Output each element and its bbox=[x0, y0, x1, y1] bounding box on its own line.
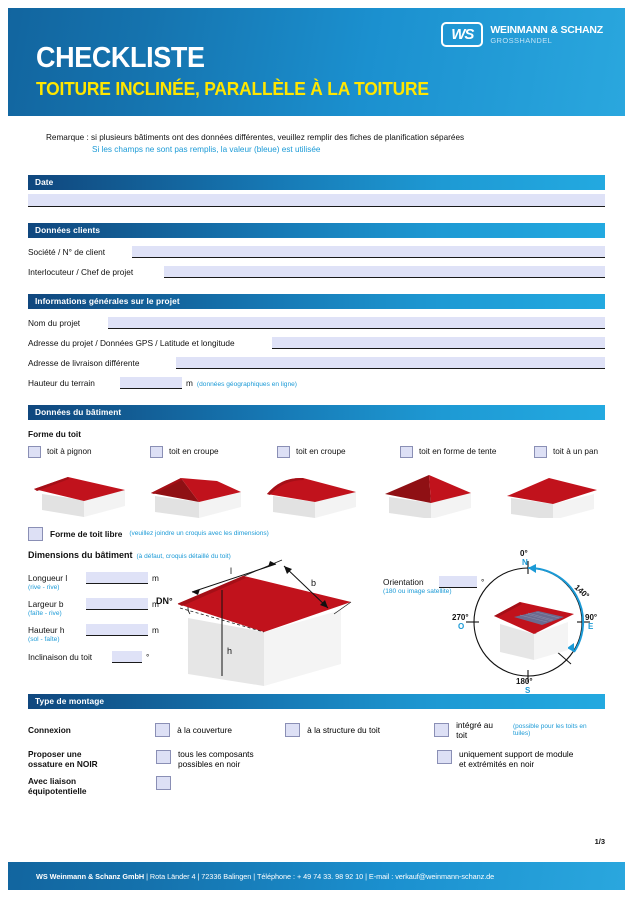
label-all-components-black-2: possibles en noir bbox=[178, 758, 241, 769]
input-project-address[interactable] bbox=[272, 337, 605, 349]
section-header-date bbox=[28, 175, 605, 190]
checkbox-roof-mono[interactable] bbox=[534, 446, 547, 458]
date-input[interactable] bbox=[28, 194, 605, 207]
logo-wordmark bbox=[490, 24, 603, 45]
section-mounting-type bbox=[28, 694, 605, 797]
field-row-project-address bbox=[28, 333, 605, 349]
building-dimension-diagram bbox=[156, 552, 366, 693]
sub-length: (rive - rive) bbox=[28, 583, 60, 591]
section-title-mounting: Type de montage bbox=[35, 696, 105, 707]
roof-type-options bbox=[28, 446, 605, 458]
svg-text:0°: 0° bbox=[520, 548, 528, 558]
label-equipotential bbox=[28, 776, 156, 796]
option-module-support-black[interactable] bbox=[437, 749, 573, 770]
section-header-client bbox=[28, 223, 605, 238]
svg-text:S: S bbox=[525, 685, 531, 694]
label-black-frame bbox=[28, 749, 156, 769]
ws-logo-icon bbox=[441, 22, 483, 47]
note-connection-integrated: (possible pour les toits en tuiles) bbox=[512, 722, 587, 737]
label-module-support-black-2: et extrémités en noir bbox=[459, 758, 535, 769]
label-dimensions-title: Dimensions du bâtiment bbox=[28, 549, 133, 560]
company-logo bbox=[441, 22, 603, 47]
label-roof-hip: toit en croupe bbox=[169, 447, 219, 457]
checkbox-free-roof-form[interactable] bbox=[28, 527, 43, 541]
label-project-address: Adresse du projet / Données GPS / Latitude et longitude bbox=[28, 337, 235, 348]
roof-option-hip[interactable] bbox=[150, 446, 277, 458]
input-company[interactable] bbox=[132, 246, 605, 258]
svg-text:90°: 90° bbox=[585, 612, 598, 622]
svg-text:l: l bbox=[230, 565, 232, 576]
label-free-roof-form: Forme de toit libre bbox=[50, 528, 123, 539]
remark-line-2: Si les champs ne sont pas remplis, la valeur (bleue) est utilisée bbox=[92, 145, 321, 155]
mounting-row-equipotential bbox=[28, 776, 605, 796]
svg-text:270°: 270° bbox=[452, 612, 469, 622]
field-row-company bbox=[28, 242, 605, 258]
checkbox-connection-covering[interactable] bbox=[155, 723, 170, 737]
unit-pitch: ° bbox=[146, 651, 150, 662]
page-header bbox=[8, 8, 625, 116]
footer-company-name: WS Weinmann & Schanz GmbH bbox=[36, 871, 145, 881]
section-header-building bbox=[28, 405, 605, 420]
section-title-client: Données clients bbox=[35, 225, 101, 236]
note-orientation: (180 ou image satellite) bbox=[383, 587, 452, 595]
input-height[interactable] bbox=[86, 624, 148, 636]
option-connection-structure[interactable] bbox=[285, 723, 434, 737]
section-title-building: Données du bâtiment bbox=[35, 407, 122, 418]
note-terrain-height: (données géographiques en ligne) bbox=[196, 380, 298, 388]
label-delivery-address: Adresse de livraison différente bbox=[28, 357, 140, 368]
option-all-components-black[interactable] bbox=[156, 749, 437, 770]
footer-contact-info bbox=[36, 872, 494, 881]
logo-company-name: WEINMANN & SCHANZ bbox=[490, 23, 603, 36]
unit-height: m bbox=[152, 624, 159, 635]
svg-text:N: N bbox=[522, 557, 528, 567]
label-roof-shape: Forme du toit bbox=[28, 428, 82, 439]
svg-text:DN°: DN° bbox=[156, 595, 173, 606]
input-width[interactable] bbox=[86, 598, 148, 610]
unit-length: m bbox=[152, 572, 159, 583]
unit-terrain-height: m bbox=[186, 377, 193, 388]
checkbox-roof-tent[interactable] bbox=[400, 446, 413, 458]
section-date bbox=[28, 175, 605, 207]
label-roof-half-hip: toit en croupe bbox=[296, 447, 346, 457]
svg-text:140°: 140° bbox=[572, 582, 591, 601]
compass-orientation-diagram bbox=[452, 544, 604, 699]
field-row-delivery-address bbox=[28, 353, 605, 369]
label-connection: Connexion bbox=[28, 724, 71, 735]
svg-text:O: O bbox=[458, 621, 465, 631]
roof-option-gable[interactable] bbox=[28, 446, 150, 458]
section-building-data bbox=[28, 405, 605, 694]
input-pitch[interactable] bbox=[112, 651, 142, 663]
label-terrain-height: Hauteur du terrain bbox=[28, 377, 95, 388]
checkbox-roof-half-hip[interactable] bbox=[277, 446, 290, 458]
logo-tagline: GROSSHANDEL bbox=[490, 36, 553, 46]
option-connection-integrated[interactable] bbox=[434, 720, 605, 740]
page-subtitle: TOITURE INCLINÉE, PARALLÈLE À LA TOITURE bbox=[36, 78, 429, 99]
checkbox-roof-gable[interactable] bbox=[28, 446, 41, 458]
unit-width: m bbox=[152, 598, 159, 609]
svg-text:h: h bbox=[227, 645, 233, 656]
section-project-info bbox=[28, 294, 605, 389]
footer-address-details: | Rota Länder 4 | 72336 Balingen | Téléphone : + 49 74 33. 98 92 10 | E-mail : verkauf@weinmann-schanz.de bbox=[144, 871, 495, 881]
field-row-terrain-height bbox=[28, 373, 605, 389]
label-pitch: Inclinaison du toit bbox=[28, 651, 93, 662]
roof-option-tent[interactable] bbox=[400, 446, 534, 458]
label-height: Hauteur h bbox=[28, 624, 65, 635]
label-connection-integrated: intégré au toit bbox=[456, 719, 493, 740]
input-project-name[interactable] bbox=[108, 317, 605, 329]
section-client-data bbox=[28, 223, 605, 278]
checklist-sheet bbox=[8, 8, 625, 890]
label-equipotential-line1: Avec liaison bbox=[28, 776, 77, 787]
svg-text:b: b bbox=[311, 577, 317, 588]
checkbox-connection-integrated[interactable] bbox=[434, 723, 449, 737]
label-connection-structure: à la structure du toit bbox=[307, 724, 381, 735]
remark-line-1: Remarque : si plusieurs bâtiments ont des données différentes, veuillez remplir des fiches de planification séparées bbox=[46, 133, 465, 142]
option-equipotential[interactable] bbox=[156, 776, 171, 790]
input-delivery-address[interactable] bbox=[176, 357, 605, 369]
remark-block bbox=[28, 132, 605, 157]
mounting-row-black-frame bbox=[28, 749, 605, 770]
checkbox-equipotential[interactable] bbox=[156, 776, 171, 790]
roof-option-half-hip[interactable] bbox=[277, 446, 400, 458]
label-company: Société / N° de client bbox=[28, 246, 106, 257]
label-roof-gable: toit à pignon bbox=[47, 447, 92, 457]
label-all-components-black-1: tous les composants bbox=[178, 748, 254, 759]
mounting-row-connection bbox=[28, 720, 605, 740]
section-title-date: Date bbox=[35, 177, 54, 188]
unit-orientation: ° bbox=[481, 576, 485, 587]
free-roof-form-option[interactable] bbox=[28, 527, 605, 541]
section-title-project: Informations générales sur le projet bbox=[35, 296, 180, 307]
half-hip-roof-icon bbox=[259, 464, 373, 523]
label-connection-covering: à la couverture bbox=[177, 724, 232, 735]
logo-initials: WS bbox=[451, 26, 474, 43]
hip-roof-icon bbox=[141, 464, 259, 523]
label-black-frame-line1: Proposer une bbox=[28, 748, 82, 759]
field-row-contact bbox=[28, 262, 605, 278]
page-number: 1/3 bbox=[594, 837, 605, 846]
label-project-name: Nom du projet bbox=[28, 317, 81, 328]
note-free-roof-form: (veuillez joindre un croquis avec les dimensions) bbox=[129, 530, 269, 538]
label-width: Largeur b bbox=[28, 598, 64, 609]
roof-illustrations bbox=[28, 464, 605, 523]
sub-width: (faîte - rive) bbox=[28, 609, 62, 617]
checkbox-roof-hip[interactable] bbox=[150, 446, 163, 458]
label-black-frame-line2: ossature en NOIR bbox=[28, 758, 98, 769]
label-contact: Interlocuteur / Chef de projet bbox=[28, 266, 134, 277]
input-terrain-height[interactable] bbox=[120, 377, 182, 389]
label-roof-tent: toit en forme de tente bbox=[419, 447, 497, 457]
svg-text:180°: 180° bbox=[516, 676, 533, 686]
page-title: CHECKLISTE bbox=[36, 42, 205, 74]
checkbox-all-components-black[interactable] bbox=[156, 750, 171, 764]
section-header-project bbox=[28, 294, 605, 309]
tent-roof-icon bbox=[373, 464, 497, 523]
label-equipotential-line2: équipotentielle bbox=[28, 786, 87, 797]
checkbox-module-support-black[interactable] bbox=[437, 750, 452, 764]
input-length[interactable] bbox=[86, 572, 148, 584]
label-length: Longueur l bbox=[28, 572, 68, 583]
page-footer bbox=[8, 862, 625, 890]
roof-option-mono[interactable] bbox=[534, 446, 598, 458]
option-connection-covering[interactable] bbox=[155, 723, 285, 737]
mono-pitch-roof-icon bbox=[497, 464, 605, 523]
dimensions-block bbox=[28, 548, 605, 694]
gable-roof-icon bbox=[28, 464, 141, 523]
input-contact[interactable] bbox=[164, 266, 605, 278]
svg-text:E: E bbox=[588, 621, 594, 631]
label-roof-mono: toit à un pan bbox=[553, 447, 599, 457]
note-dimensions-title: (à défaut, croquis détaillé du toit) bbox=[136, 552, 231, 560]
checkbox-connection-structure[interactable] bbox=[285, 723, 300, 737]
sub-height: (sol - faîte) bbox=[28, 635, 60, 643]
label-orientation: Orientation bbox=[383, 576, 424, 587]
document-body bbox=[8, 132, 625, 796]
field-row-project-name bbox=[28, 313, 605, 329]
label-module-support-black-1: uniquement support de module bbox=[459, 748, 574, 759]
